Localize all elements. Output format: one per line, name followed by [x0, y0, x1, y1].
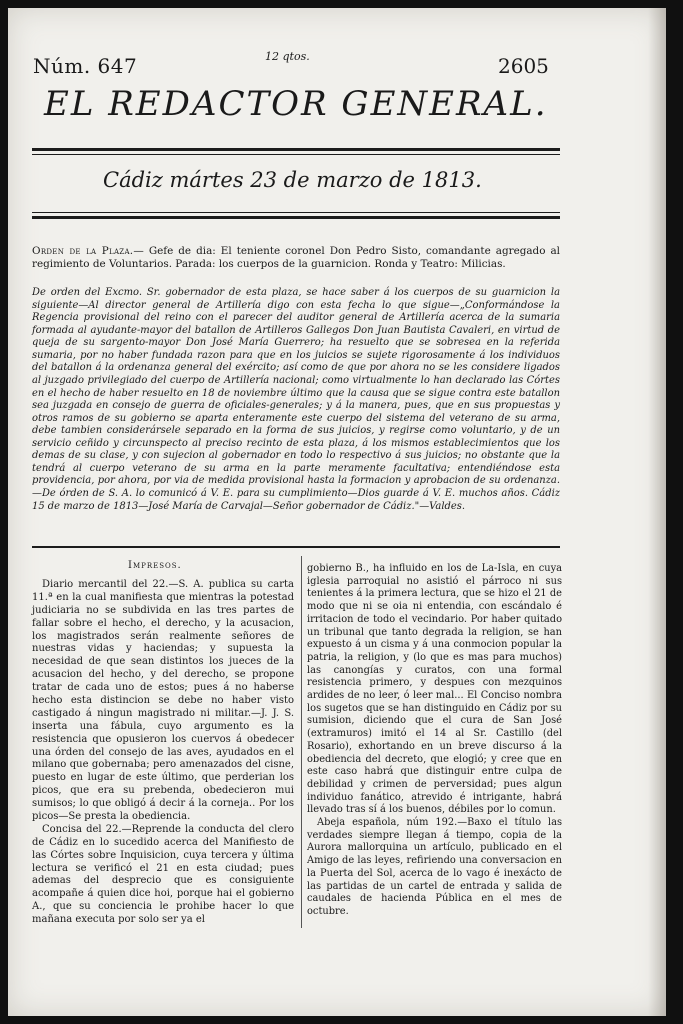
impresos-paragraph: Concisa del 22.—Reprende la conducta del clero de Cádiz en lo sucedido acerca del Manifiesto de las Córtes sobre Inquisicion, cuya tercera y última lectura se verificó el 21 en esta ciudad; pues ademas del desprecio que es consiguiente acompañe á quien dice hoi, porque hai el gobierno A., que su conciencia le prohibe hacer lo que mañana executa por solo ser ya el — [32, 823, 294, 926]
price: 12 qtos. — [265, 50, 310, 63]
impresos-paragraph: Abeja española, núm 192.—Baxo el título las verdades siempre llegan á tiempo, copia de la Aurora mallorquina un artículo, publicado en el Amigo de las leyes, refiriendo una conversacion en la Puerta del Sol, acerca de lo vago é inexácto de las partidas de un cartel de entrada y salida de caudales de hacienda Pública en el mes de octubre. — [307, 817, 562, 917]
section-rule — [32, 546, 560, 548]
page-number: 2605 — [498, 54, 549, 78]
dateline-rule-thick — [32, 216, 560, 219]
orden-de-la-plaza — [32, 245, 560, 271]
impresos-heading: Impresos. — [128, 560, 182, 571]
masthead-rule-thick — [32, 148, 560, 151]
masthead-rule-thin — [32, 154, 560, 155]
issue-number: Núm. 647 — [33, 54, 138, 78]
impresos-paragraph: Diario mercantil del 22.—S. A. publica su carta 11.ª en la cual manifiesta que mientras la potestad judiciaria no se subdivida en las tres partes de fallar sobre el hecho, el derecho, y la acusacion, los magistrados serán realmente señores de nuestras vidas y haciendas; y supuesta la necesidad de que sean distintos los jueces de la acusacion del hecho, y del derecho, se propone tratar de cada uno de estos; pues á no haberse hecho esta distincion se debe no haber visto castigado á ningun magistrado ni militar.—J. J. S. inserta una fábula, cuyo argumento es la resistencia que opusieron los cuervos á obedecer una órden del consejo de las aves, ayudados en el milano que gobernaba; pero amenazados del cisne, puesto en lugar de este último, que perderian los picos, que era su prebenda, obedecieron mui sumisos; lo que obligó á decir á la corneja.. Por los picos—Se presta la obediencia. — [32, 579, 294, 823]
page-shadow — [648, 8, 666, 1016]
masthead-title: EL REDACTOR GENERAL. — [44, 84, 548, 124]
newspaper-page — [8, 8, 666, 1016]
impresos-paragraph: gobierno B., ha influido en los de La-Isla, en cuya iglesia parroquial no asistió el párroco ni sus tenientes á la primera lectura, que se hizo el 21 de modo que ni se oia ni entendia, con escándalo é irritacion de todo el vecindario. Por haber quitado un tribunal que tanto degrada la religion, se han expuesto á un cisma y á una conmocion popular la patria, la religion, y (lo que es mas para muchos) las canongías y curatos, con una formal resistencia primero, y despues con mezquinos ardides de no leer, ó leer mal... El Conciso nombra los sugetos que se han distinguido en Cádiz por su sumision, diciendo que el cura de San José (extramuros) imitó el 14 al Sr. Castillo (del Rosario), exhortando en un breve discurso á la obediencia del decreto, que elogió; y cree que en este caso habrá que distinguir entre culpa de debilidad y crimen de perversidad; pues algun individuo fanático, atrevido é intrigante, habrá llevado tras sí á los buenos, débiles por lo comun. — [307, 563, 562, 816]
orden-heading: Orden de la Plaza. — [32, 245, 134, 257]
impresos-column-1 — [32, 579, 294, 927]
dateline: Cádiz mártes 23 de marzo de 1813. — [103, 168, 482, 192]
impresos-column-2 — [307, 563, 562, 919]
orden-text: — Gefe de dia: El teniente coronel Don Pedro Sisto, comandante agregado al regimiento de Voluntarios. Parada: los cuerpos de la guarnicion. Ronda y Teatro: Milicias. — [32, 245, 560, 271]
dateline-rule-thin — [32, 212, 560, 213]
general-order-text: De orden del Excmo. Sr. gobernador de esta plaza, se hace saber á los cuerpos de su guarnicion la siguiente—Al director general de Artillería digo con esta fecha lo que sigue—„Conformándose la Regencia provisional del reino con el parecer del auditor general de Artillería acerca de la sumaria formada al ayudante-mayor del batallon de Artilleros Gallegos Don Juan Bautista Cavaleri, en virtud de queja de su sargento-mayor Don José María Guerrero; ha resuelto que se sobresea en la referida sumaria, por no haber fundada razon para que en los juicios se sujete rigorosamente á los individuos del batallon á la ordenanza general del exército; así como de que por ahora no se les considere ligados al juzgado privilegiado del cuerpo de Artillería nacional; como virtualmente lo han declarado las Córtes en el hecho de haber resuelto en 18 de noviembre último que la causa que se sigue contra este batallon sea juzgada en consejo de guerra de oficiales-generales; y á la manera, pues, que en sus propuestas y otros ramos de su gobierno se aparta enteramente este cuerpo del sistema del veterano de su arma, debe tambien considerársele separado en la forma de sus juicios, y regirse como voluntario, y de un servicio ceñido y circunspecto al preciso recinto de esta plaza, á los mismos establecimientos que los demas de su clase, y con sujecion al gobernador en todo lo respectivo á sus juicios; no obstante que la tendrá al cuerpo veterano de su arma en la parte meramente facultativa; entendiéndose esta providencia, por ahora, por via de medida provisional hasta la formacion y aprobacion de su ordenanza.—De órden de S. A. lo comunicó á V. E. para su cumplimiento—Dios guarde á V. E. muchos años. Cádiz 15 de marzo de 1813—José María de Carvajal—Señor gobernador de Cádiz."—Valdes. — [32, 287, 560, 512]
column-divider — [301, 556, 302, 928]
